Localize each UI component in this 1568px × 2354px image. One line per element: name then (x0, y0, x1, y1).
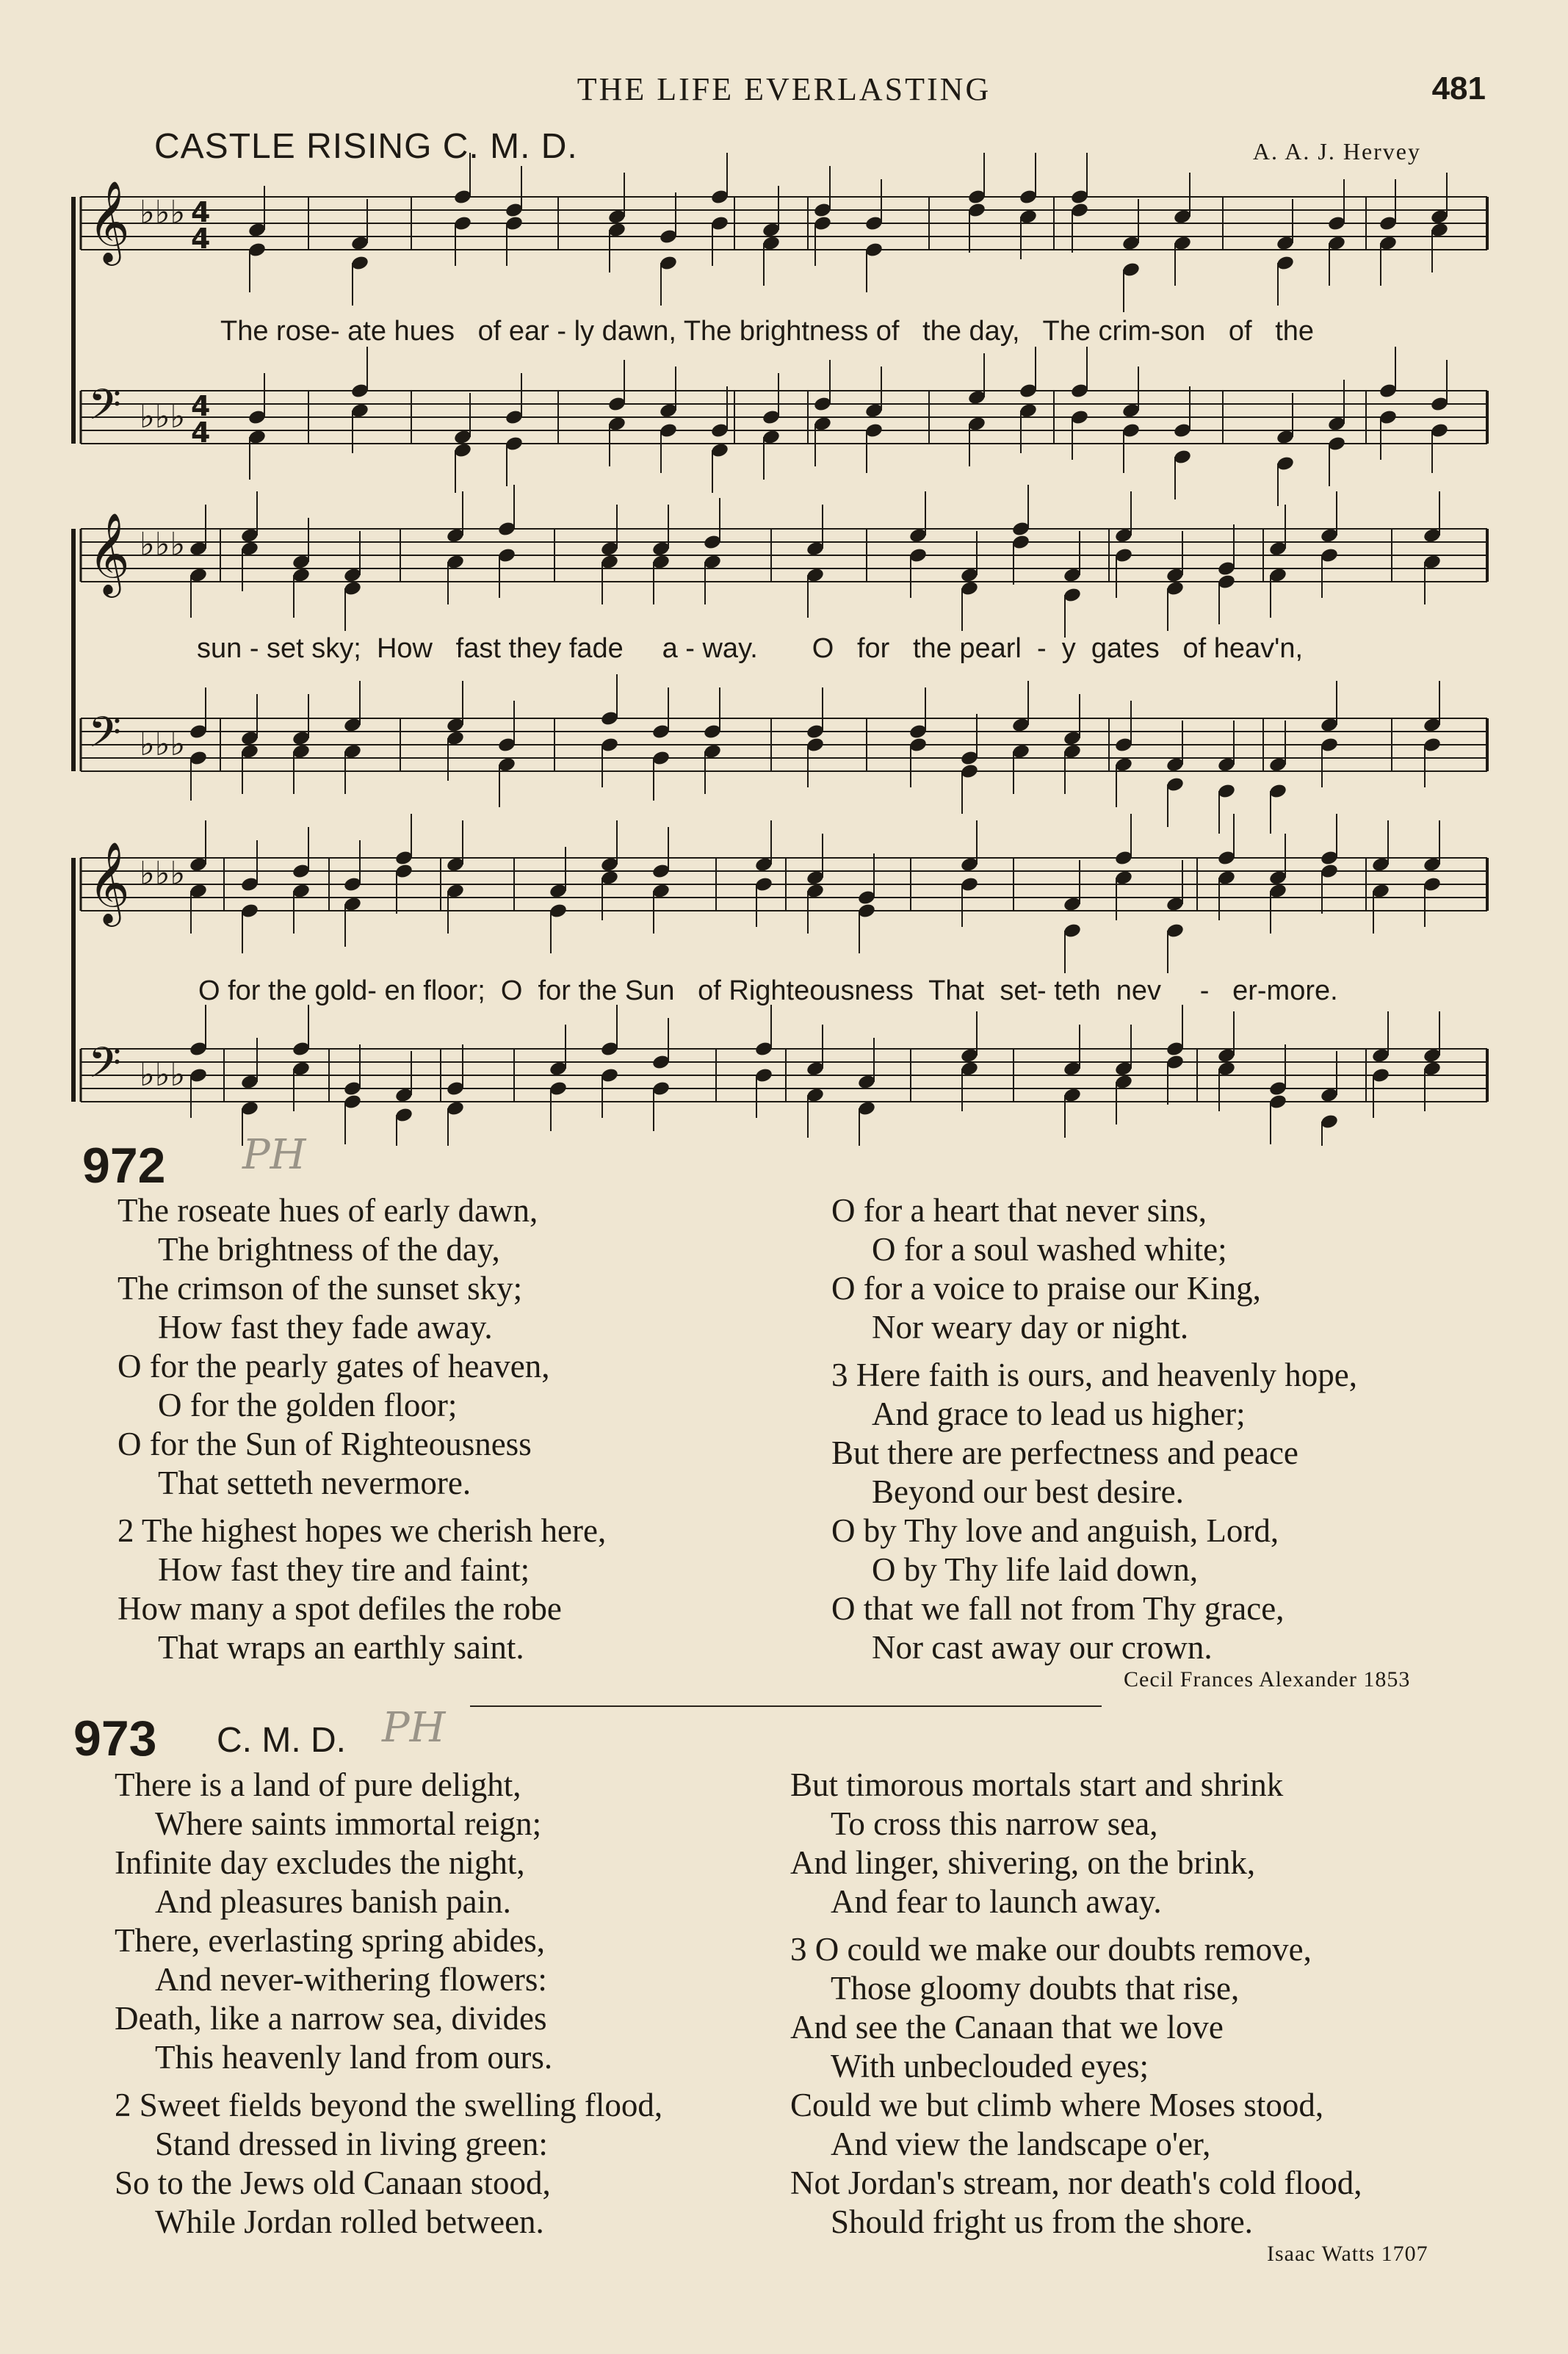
hymn-972-column-left (118, 1191, 606, 1667)
verse-line: The crimson of the sunset sky; (118, 1270, 523, 1307)
verse-line: O for the pearly gates of heaven, (118, 1348, 550, 1384)
verse-line: O for a voice to praise our King, (831, 1270, 1261, 1307)
verse-line: Infinite day excludes the night, (115, 1844, 525, 1881)
verse-line: With unbeclouded eyes; (831, 2048, 1149, 2084)
time-signature: 4 (191, 416, 211, 449)
tune-composer: A. A. J. Hervey (1252, 138, 1421, 165)
music-score (0, 0, 1568, 1146)
verse-line: Beyond our best desire. (872, 1473, 1184, 1510)
verse-line: Should fright us from the shore. (831, 2203, 1253, 2240)
verse-line: While Jordan rolled between. (155, 2203, 544, 2240)
time-signature: 4 (191, 223, 211, 255)
music-lyric-line-3: O for the gold- en floor; O for the Sun of Righteousness That set- teth nev - er-more. (198, 975, 1338, 1006)
bass-clef: 𝄢 (88, 707, 122, 768)
treble-clef: 𝄞 (88, 180, 130, 262)
hymn-number: 972 (82, 1138, 166, 1194)
verse-line: That setteth nevermore. (158, 1465, 472, 1501)
key-signature: ♭♭♭ (140, 855, 186, 892)
verse-line: And never-withering flowers: (155, 1961, 547, 1998)
verse-line: Where saints immortal reign; (155, 1805, 542, 1842)
verse-line: There, everlasting spring abides, (115, 1922, 546, 1959)
verse-line: O by Thy life laid down, (872, 1551, 1199, 1588)
verse-line: O by Thy love and anguish, Lord, (831, 1512, 1279, 1549)
treble-clef: 𝄞 (88, 841, 130, 923)
verse-line: And grace to lead us higher; (872, 1396, 1246, 1432)
verse-line: 2 Sweet fields beyond the swelling flood, (115, 2087, 663, 2123)
verse-line: The roseate hues of early dawn, (118, 1192, 538, 1229)
verse-line: O that we fall not from Thy grace, (831, 1590, 1285, 1627)
verse-line: But timorous mortals start and shrink (790, 1766, 1284, 1803)
verse-line: Death, like a narrow sea, divides (115, 2000, 547, 2037)
key-signature: ♭♭♭ (140, 194, 186, 231)
verse-line: Stand dressed in living green: (155, 2126, 548, 2162)
verse-line: And fear to launch away. (831, 1883, 1162, 1920)
hymn-973-column-left (115, 1766, 662, 2242)
verse-line: So to the Jews old Canaan stood, (115, 2165, 551, 2201)
verse-line: How fast they tire and faint; (158, 1551, 530, 1588)
bass-clef: 𝄢 (88, 380, 122, 440)
verse-line: And pleasures banish pain. (155, 1883, 511, 1920)
key-signature: ♭♭♭ (140, 1056, 186, 1094)
key-signature: ♭♭♭ (140, 726, 186, 763)
hymn-973-column-right (790, 1766, 1362, 2242)
verse-line: The brightness of the day, (158, 1231, 500, 1268)
running-title: THE LIFE EVERLASTING (577, 71, 991, 107)
verse-line: That wraps an earthly saint. (158, 1629, 524, 1666)
time-signature: 4 (191, 196, 211, 228)
tune-name: CASTLE RISING C. M. D. (154, 127, 578, 166)
hymn-number: 973 (73, 1711, 157, 1766)
verse-line: Those gloomy doubts that rise, (831, 1970, 1240, 2007)
verse-line: O for a heart that never sins, (831, 1192, 1207, 1229)
hymn-meter: C. M. D. (217, 1721, 346, 1760)
verse-line: Nor cast away our crown. (872, 1629, 1213, 1666)
music-lyric-line-2: sun - set sky; How fast they fade a - way. O for the pearl - y gates of heav'n, (197, 633, 1304, 664)
verse-line: To cross this narrow sea, (831, 1805, 1158, 1842)
verse-line: 3 O could we make our doubts remove, (790, 1931, 1312, 1968)
music-lyric-line-1: The rose- ate hues of ear - ly dawn, The brightness of the day, The crim-son of the (220, 316, 1315, 347)
verse-line: 2 The highest hopes we cherish here, (118, 1512, 607, 1549)
page-number: 481 (1431, 71, 1486, 106)
verse-line: And linger, shivering, on the brink, (790, 1844, 1256, 1881)
pencil-annotation: PH (382, 1704, 446, 1752)
hymn-972-column-right (831, 1191, 1357, 1667)
verse-line: O for the Sun of Righteousness (118, 1426, 532, 1462)
verse-line: How many a spot defiles the robe (118, 1590, 562, 1627)
bass-clef: 𝄢 (88, 1038, 122, 1098)
verse-line: But there are perfectness and peace (831, 1434, 1298, 1471)
hymn-973-attribution: Isaac Watts 1707 (1267, 2242, 1428, 2266)
verse-line: There is a land of pure delight, (115, 1766, 521, 1803)
verse-line: O for a soul washed white; (872, 1231, 1227, 1268)
verse-line: And view the landscape o'er, (831, 2126, 1211, 2162)
verse-line: Not Jordan's stream, nor death's cold flood, (790, 2165, 1362, 2201)
verse-line: How fast they fade away. (158, 1309, 493, 1346)
verse-line: And see the Canaan that we love (790, 2009, 1224, 2046)
hymn-972-attribution: Cecil Frances Alexander 1853 (1124, 1667, 1411, 1692)
treble-clef: 𝄞 (88, 512, 130, 594)
time-signature: 4 (191, 390, 211, 422)
verse-line: This heavenly land from ours. (155, 2039, 553, 2076)
verse-line: Could we but climb where Moses stood, (790, 2087, 1324, 2123)
verse-line: Nor weary day or night. (872, 1309, 1189, 1346)
key-signature: ♭♭♭ (140, 398, 186, 436)
divider-rule (470, 1705, 1102, 1707)
verse-line: 3 Here faith is ours, and heavenly hope, (831, 1357, 1358, 1393)
pencil-annotation: PH (242, 1131, 306, 1179)
verse-line: O for the golden floor; (158, 1387, 458, 1423)
key-signature: ♭♭♭ (140, 526, 186, 563)
